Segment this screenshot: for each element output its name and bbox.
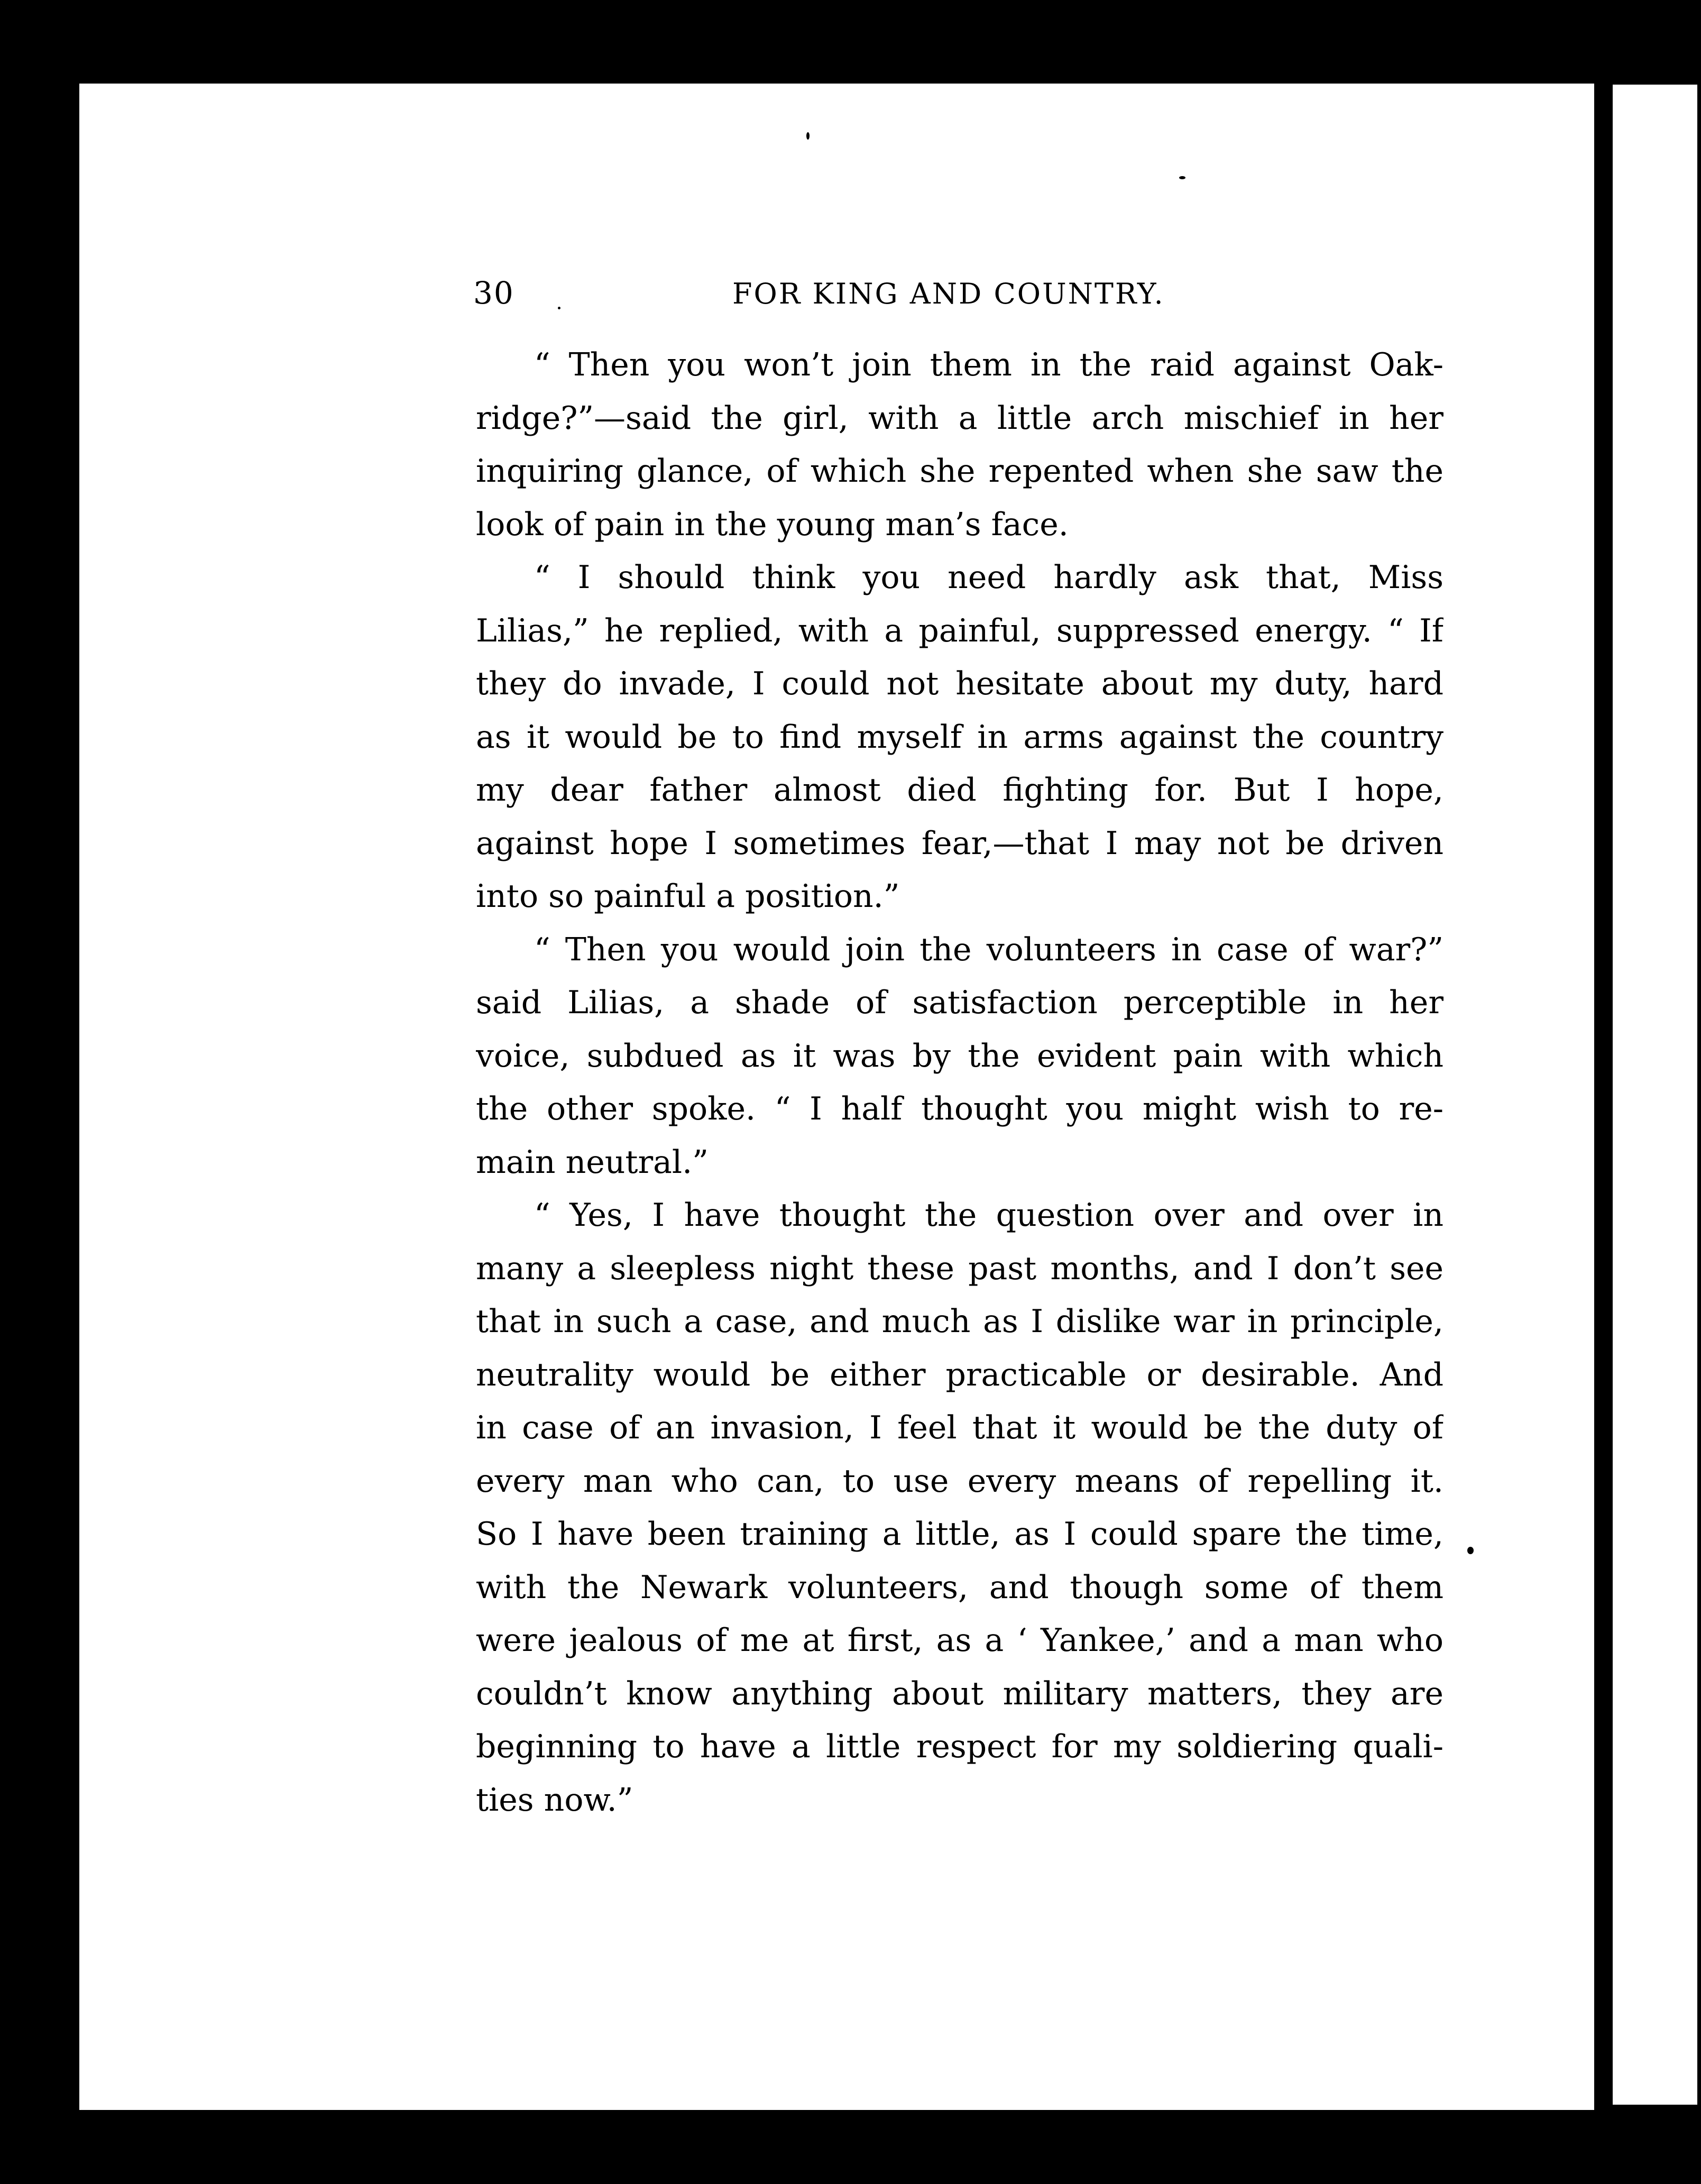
paragraph	[476, 1189, 1443, 1827]
scan-speck	[1179, 176, 1185, 179]
text-line: “ Then you would join the volunteers in case of war?”	[534, 931, 1443, 968]
text-line: ridge?”—said the girl, with a little arch mischief in her	[476, 399, 1443, 437]
text-line: every man who can, to use every means of repelling it.	[476, 1462, 1443, 1500]
text-line: “ Yes, I have thought the question over and over in	[534, 1197, 1443, 1234]
text-line: “ I should think you need hardly ask that, Miss	[534, 559, 1443, 596]
text-line: into so painful a position.”	[476, 878, 900, 915]
text-line: inquiring glance, of which she repented when she saw the	[476, 453, 1443, 490]
page-edge-strip	[1613, 85, 1697, 2105]
text-line: many a sleepless night these past months, and I don’t see	[476, 1250, 1443, 1287]
text-line: couldn’t know anything about military matters, they are	[476, 1675, 1443, 1712]
text-line: against hope I sometimes fear,—that I may not be driven	[476, 824, 1443, 862]
text-line: my dear father almost died fighting for. But I hope,	[476, 772, 1443, 809]
text-line: voice, subdued as it was by the evident pain with which	[476, 1037, 1443, 1075]
page-number: 30	[473, 275, 514, 311]
text-line: they do invade, I could not hesitate about my duty, hard	[476, 665, 1443, 702]
paragraph	[476, 338, 1443, 551]
scan-speck	[1467, 1547, 1474, 1554]
text-line: that in such a case, and much as I dislike war in principle,	[476, 1303, 1443, 1340]
page-header	[473, 275, 1446, 317]
text-line: look of pain in the young man’s face.	[476, 506, 1069, 543]
text-line: in case of an invasion, I feel that it would be the duty of	[476, 1409, 1443, 1446]
text-line: beginning to have a little respect for my soldiering quali-	[476, 1728, 1443, 1765]
text-line: with the Newark volunteers, and though some of them	[476, 1568, 1443, 1606]
running-title: FOR KING AND COUNTRY.	[732, 277, 1165, 310]
text-line: So I have been training a little, as I could spare the time,	[476, 1516, 1443, 1553]
body-text	[476, 338, 1443, 1827]
paragraph	[476, 551, 1443, 923]
text-line: Lilias,” he replied, with a painful, suppressed energy. “ If	[476, 612, 1443, 649]
text-line: were jealous of me at first, as a ‘ Yankee,’ and a man who	[476, 1622, 1443, 1659]
text-line: main neutral.”	[476, 1143, 709, 1181]
scan-speck	[806, 132, 810, 140]
text-line: said Lilias, a shade of satisfaction perceptible in her	[476, 984, 1443, 1021]
text-line: ties now.”	[476, 1781, 633, 1819]
text-line: neutrality would be either practicable or desirable. And	[476, 1356, 1443, 1393]
paragraph	[476, 923, 1443, 1189]
text-line: “ Then you won’t join them in the raid against Oak-	[534, 346, 1443, 383]
scan-speck	[558, 307, 560, 309]
text-line: as it would be to find myself in arms against the country	[476, 718, 1443, 756]
text-line: the other spoke. “ I half thought you might wish to re-	[476, 1090, 1443, 1127]
